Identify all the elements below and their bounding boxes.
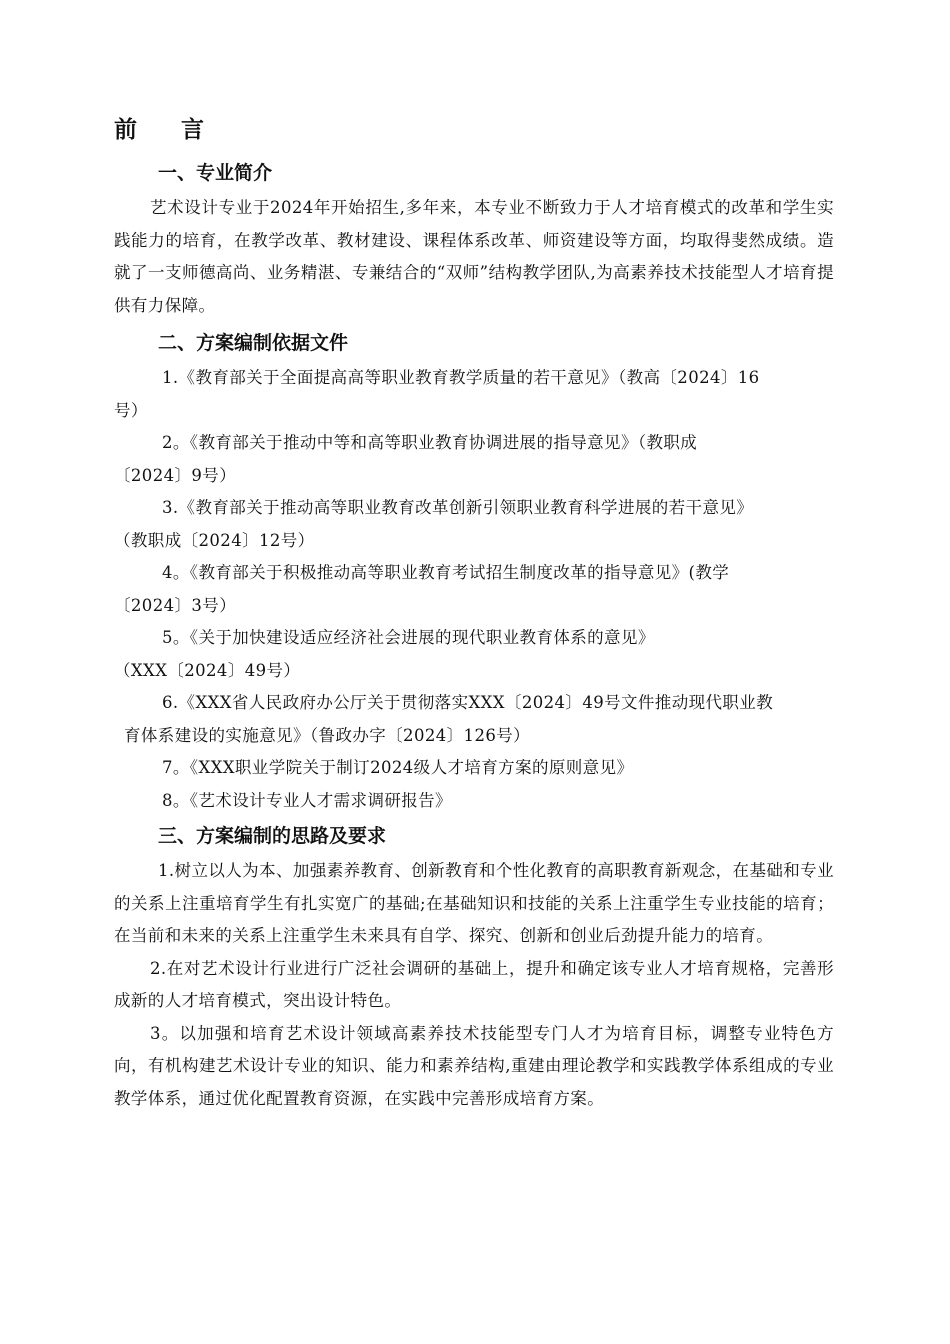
requirement-paragraph: 3。以加强和培育艺术设计领域高素养技术技能型专门人才为培育目标，调整专业特色方向，有机构建艺术设计专业的知识、能力和素养结构,重建由理论教学和实践教学体系组成的专业教学体系，通过优化配置教育资源，在实践中完善形成培育方案。 [114, 1023, 834, 1108]
reference-line: 3.《教育部关于推动高等职业教育改革创新引领职业教育科学进展的若干意见》 [162, 498, 754, 517]
reference-item [114, 752, 834, 785]
reference-line: 6.《XXX省人民政府办公厅关于贯彻落实XXX〔2024〕49号文件推动现代职业教 [162, 693, 774, 712]
reference-line: 5。《关于加快建设适应经济社会进展的现代职业教育体系的意见》 [162, 628, 655, 647]
reference-line: 号） [114, 400, 148, 420]
reference-line: 〔2024〕9号） [114, 465, 237, 485]
intro-paragraph: 艺术设计专业于2024年开始招生,多年来，本专业不断致力于人才培育模式的改革和学生实践能力的培育，在教学改革、教材建设、课程体系改革、师资建设等方面，均取得斐然成绩。造就了一支师德高尚、业务精湛、专兼结合的“双师”结构教学团队,为高素养技术技能型人才培育提供有力保障。 [114, 198, 834, 315]
requirement-paragraph: 1.树立以人为本、加强素养教育、创新教育和个性化教育的高职教育新观念，在基础和专业的关系上注重培育学生有扎实宽广的基础;在基础知识和技能的关系上注重学生专业技能的培育；在当前和未来的关系上注重学生未来具有自学、探究、创新和创业后劲提升能力的培育。 [114, 861, 834, 945]
reference-item [114, 622, 834, 687]
reference-line: 8。《艺术设计专业人才需求调研报告》 [162, 790, 452, 810]
reference-item [114, 362, 834, 427]
reference-line: 7。《XXX职业学院关于制订2024级人才培育方案的原则意见》 [162, 758, 634, 777]
page-title: 前 言 [114, 117, 223, 143]
document-page [114, 112, 834, 1115]
requirement-paragraph: 2.在对艺术设计行业进行广泛社会调研的基础上，提升和确定该专业人才培育规格，完善形成新的人才培育模式，突出设计特色。 [114, 958, 834, 1010]
reference-item [114, 427, 834, 492]
reference-item [114, 557, 834, 622]
section-heading-requirements: 三、方案编制的思路及要求 [158, 825, 387, 847]
reference-line: 2。《教育部关于推动中等和高等职业教育协调进展的指导意见》（教职成 [162, 433, 698, 452]
reference-item [114, 492, 834, 557]
reference-line: 育体系建设的实施意见》（鲁政办字〔2024〕126号） [124, 725, 531, 745]
section-heading-basis: 二、方案编制依据文件 [158, 332, 349, 354]
reference-line: 1.《教育部关于全面提高高等职业教育教学质量的若干意见》（教高〔2024〕16 [162, 368, 760, 387]
reference-line: 〔2024〕3号） [114, 595, 237, 615]
section-heading-intro: 一、专业简介 [158, 162, 273, 184]
reference-item [114, 687, 834, 752]
reference-line: （XXX〔2024〕49号） [114, 660, 301, 680]
reference-line: （教职成〔2024〕12号） [114, 530, 315, 550]
reference-item [114, 785, 834, 818]
reference-line: 4。《教育部关于积极推动高等职业教育考试招生制度改革的指导意见》(教学 [162, 563, 730, 582]
